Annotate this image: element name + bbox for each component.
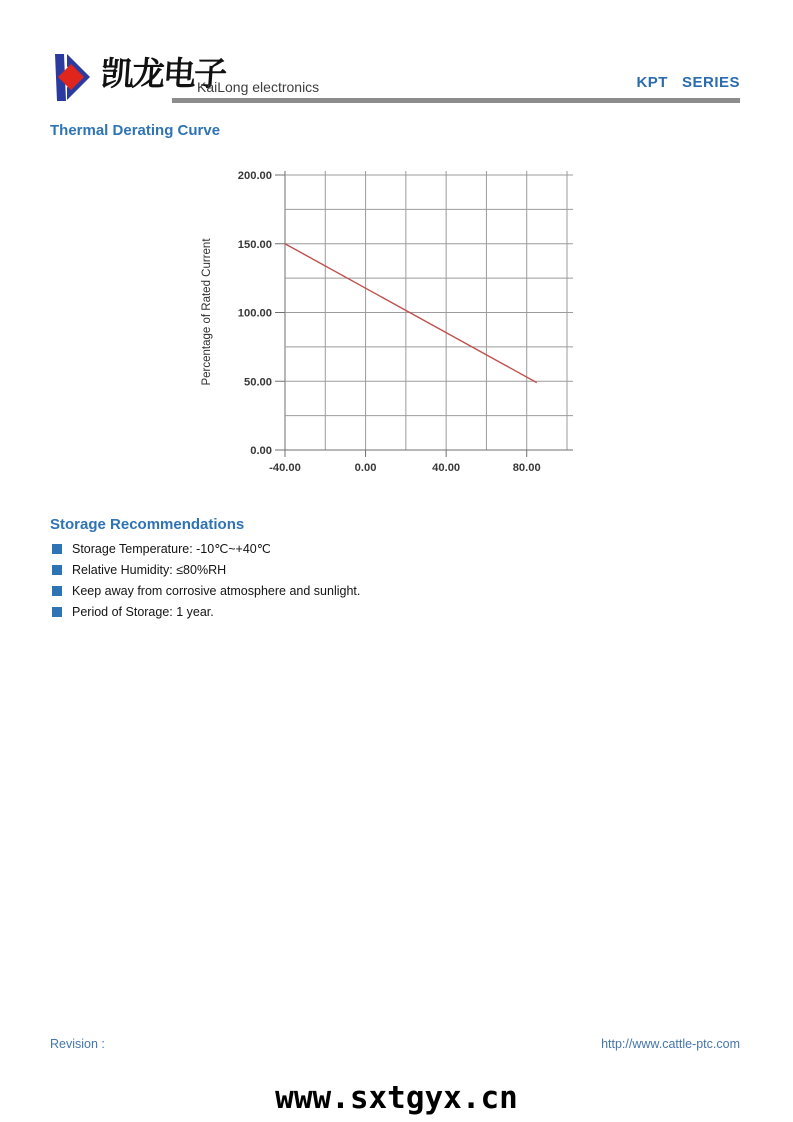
- kailong-logo-icon: [44, 49, 100, 103]
- thermal-section-title: Thermal Derating Curve: [50, 122, 221, 139]
- x-axis-tick-label: -40.00: [269, 462, 301, 474]
- list-item: [52, 559, 360, 580]
- list-item: [52, 601, 360, 622]
- y-axis-tick-label: 150.00: [237, 238, 272, 251]
- series-line: [285, 244, 537, 383]
- thermal-derating-chart: [190, 160, 600, 485]
- bullet-square-icon: [52, 544, 62, 554]
- footer-url[interactable]: http://www.cattle-ptc.com: [601, 1037, 740, 1051]
- bullet-square-icon: [52, 586, 62, 596]
- y-axis-tick-label: 50.00: [244, 376, 272, 389]
- revision-label: Revision :: [50, 1037, 105, 1051]
- logo-english-text: KaiLong electronics: [197, 79, 320, 95]
- y-axis-tick-label: 0.00: [250, 445, 272, 457]
- list-item: [52, 538, 360, 559]
- bullet-square-icon: [52, 607, 62, 617]
- x-axis-tick-label: 80.00: [512, 462, 541, 474]
- bullet-square-icon: [52, 565, 62, 575]
- storage-section-title: Storage Recommendations: [50, 516, 245, 533]
- y-axis-tick-label: 200.00: [237, 170, 272, 182]
- logo-chinese-text: 凯龙电子: [99, 55, 227, 92]
- watermark-text: www.sxtgyx.cn: [275, 1080, 518, 1116]
- x-axis-tick-label: 0.00: [354, 462, 377, 474]
- series-label: KPT SERIES: [636, 74, 740, 91]
- storage-item-text: Relative Humidity: ≤80%RH: [72, 562, 227, 577]
- storage-item-text: Period of Storage: 1 year.: [72, 604, 214, 619]
- y-axis-tick-label: 100.00: [237, 307, 272, 320]
- chart-canvas: [190, 160, 600, 485]
- storage-item-text: Keep away from corrosive atmosphere and sunlight.: [72, 583, 361, 598]
- header-divider: [172, 98, 740, 103]
- storage-list: [52, 538, 360, 622]
- list-item: [52, 580, 360, 601]
- storage-item-text: Storage Temperature: -10℃~+40℃: [72, 542, 271, 556]
- y-axis-title: Percentage of Rated Current: [201, 238, 213, 386]
- x-axis-tick-label: 40.00: [432, 462, 461, 474]
